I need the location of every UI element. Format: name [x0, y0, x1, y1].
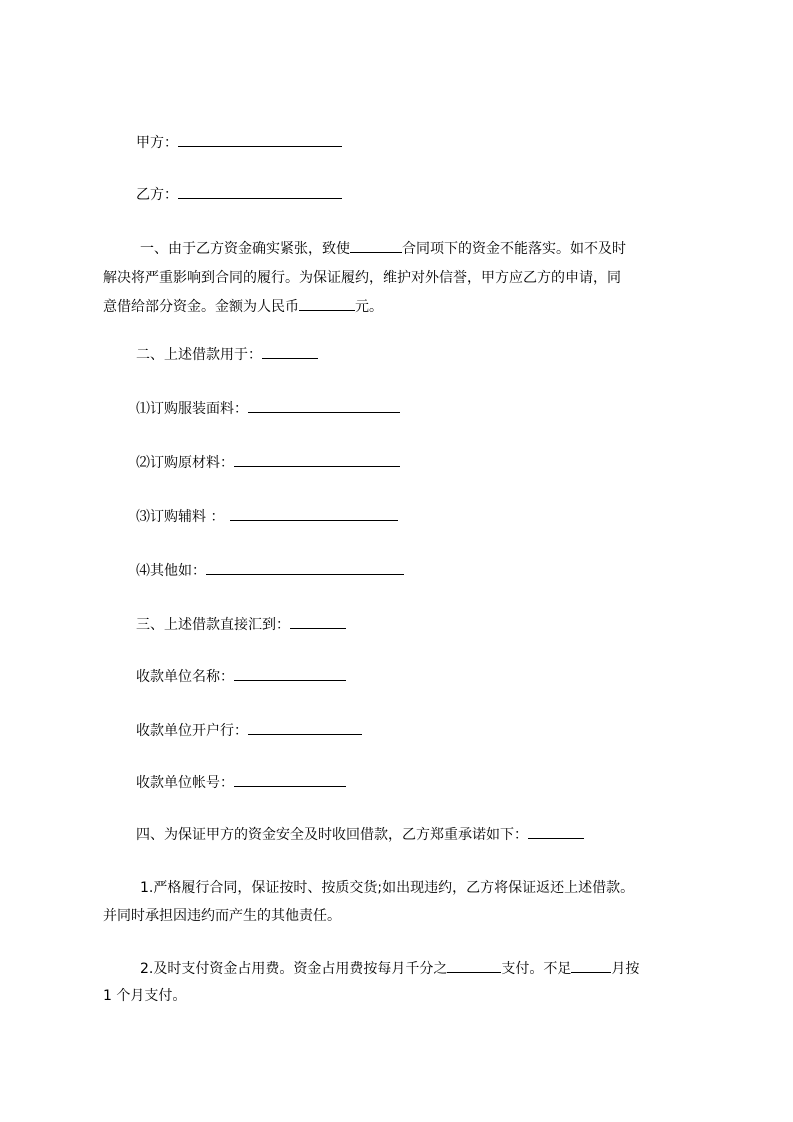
clause2-heading-text: 二、上述借款用于：: [136, 347, 262, 363]
payee-account-blank: [234, 772, 346, 787]
party-a-label: 甲方：: [136, 135, 178, 151]
clause1-blank-1: [350, 238, 402, 253]
clause2-item-1: [136, 398, 400, 419]
clause2-item-4-blank: [206, 560, 404, 575]
clause2-item-1-blank: [248, 398, 400, 413]
clause3-heading-blank: [290, 614, 346, 629]
party-b-blank: [178, 184, 342, 199]
party-a-blank: [178, 132, 342, 147]
clause1-text-line3b: 元。: [355, 299, 383, 315]
clause4-item1-line2: [103, 906, 341, 926]
payee-name-label: 收款单位名称：: [136, 669, 234, 685]
payee-account-label: 收款单位帐号：: [136, 775, 234, 791]
clause1-text-line2: 解决将严重影响到合同的履行。为保证履约，维护对外信誉，甲方应乙方的申请，同: [103, 270, 621, 286]
clause1-line1: [140, 238, 626, 259]
clause1-text-a: 一、由于乙方资金确实紧张，致使: [140, 241, 350, 257]
clause1-amount-blank: [299, 296, 355, 311]
payee-bank-blank: [248, 720, 362, 735]
clause4-item2-month-blank: [571, 958, 611, 973]
clause2-item-2-blank: [234, 452, 400, 467]
party-b-label: 乙方：: [136, 187, 178, 203]
payee-account-line: [136, 772, 346, 793]
clause1-line2: [103, 268, 621, 288]
clause1-text-b: 合同项下的资金不能落实。如不及时: [402, 241, 626, 257]
clause2-item-3: [136, 506, 398, 527]
payee-name-blank: [234, 666, 346, 681]
clause4-heading-blank: [528, 824, 584, 839]
clause4-item1-line1: [140, 878, 634, 898]
clause2-item-3-blank: [230, 506, 398, 521]
clause1-text-line3a: 意借给部分资金。金额为人民币: [103, 299, 299, 315]
clause2-item-2: [136, 452, 400, 473]
clause4-heading-text: 四、为保证甲方的资金安全及时收回借款，乙方郑重承诺如下：: [136, 827, 528, 843]
clause4-item2-line1: [140, 958, 639, 979]
clause4-heading: [136, 824, 584, 845]
party-b-line: [136, 184, 342, 205]
clause3-heading: [136, 614, 346, 635]
party-a-line: [136, 132, 342, 153]
clause4-item2-text2: 1 个月支付。: [103, 988, 187, 1004]
payee-bank-label: 收款单位开户行：: [136, 723, 248, 739]
clause2-heading-blank: [262, 344, 318, 359]
clause1-line3: [103, 296, 383, 317]
clause2-item-4-label: ⑷其他如：: [136, 563, 206, 579]
clause4-item2-text-c: 月按: [611, 961, 640, 977]
clause4-item2-text-b: 支付。不足: [501, 961, 572, 977]
clause4-item1-text2: 并同时承担因违约而产生的其他责任。: [103, 908, 341, 924]
payee-name-line: [136, 666, 346, 687]
clause4-item2-rate-blank: [447, 958, 501, 973]
clause2-item-2-label: ⑵订购原材料：: [136, 455, 234, 471]
clause2-item-1-label: ⑴订购服装面料：: [136, 401, 248, 417]
clause4-item2-line2: [103, 986, 186, 1006]
clause3-heading-text: 三、上述借款直接汇到：: [136, 617, 290, 633]
clause4-item1-text1: 1.严格履行合同，保证按时、按质交货;如出现违约，乙方将保证返还上述借款。: [140, 880, 635, 896]
clause2-item-3-label: ⑶订购辅料 ：: [136, 509, 225, 525]
clause4-item2-text-a: 2.及时支付资金占用费。资金占用费按每月千分之: [140, 961, 448, 977]
clause2-heading: [136, 344, 318, 365]
payee-bank-line: [136, 720, 362, 741]
clause2-item-4: [136, 560, 404, 581]
